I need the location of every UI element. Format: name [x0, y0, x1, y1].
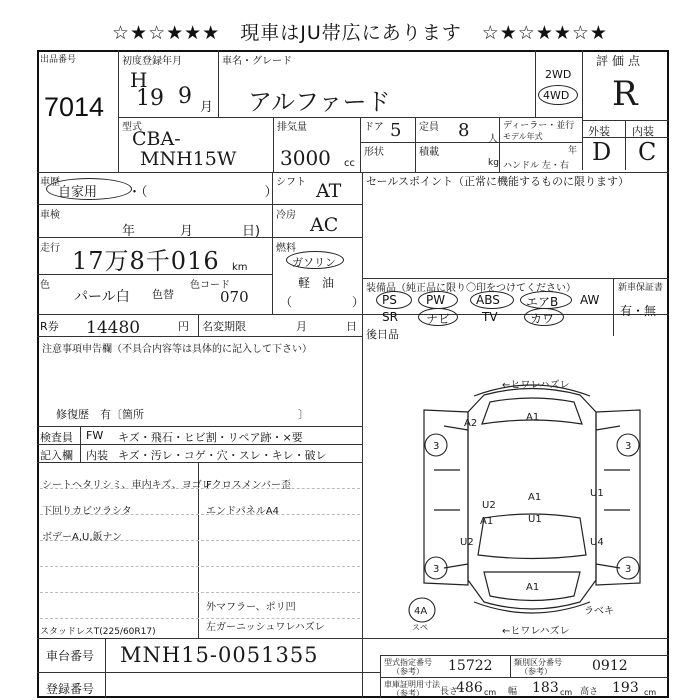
lot-label: 出品番号	[40, 55, 77, 65]
dims-length-unit: cm	[484, 688, 497, 697]
rear-seat-label: 後日品	[366, 328, 399, 341]
note-right-7: 外マフラー、ポリ凹	[206, 602, 296, 613]
diagram-mark-a1-rear: A1	[526, 582, 540, 593]
color-label: 色	[40, 280, 50, 291]
diagram-mark-3-rr: 3	[625, 564, 632, 575]
aircon-value: AC	[310, 214, 339, 236]
registration-era: H	[130, 68, 148, 92]
equip-ps: PS	[382, 293, 397, 307]
diagram-mark-u2-left: U2	[482, 500, 496, 511]
inspection-day: 日)	[242, 224, 261, 239]
dims-label-b: （参考）	[392, 689, 424, 698]
chassis-label: 車台番号	[46, 649, 95, 663]
dims-height-unit: cm	[644, 688, 657, 697]
note-line-1: シートヘタリシミ、車内キズ、ヨゴレ	[42, 480, 212, 491]
diagram-mark-u4: U4	[590, 537, 604, 548]
note-right-8: 左ガーニッシュワレハズレ	[206, 622, 325, 633]
displacement-unit: cc	[344, 158, 355, 169]
interior-label: 内装	[632, 125, 654, 138]
spec-no-ref: （参考）	[392, 667, 424, 676]
diagram-mark-3-fr: 3	[625, 441, 632, 452]
history-value: 自家用	[58, 185, 98, 200]
model-line1: CBA-	[132, 128, 181, 150]
diagram-mark-3-rl: 3	[433, 564, 440, 575]
interior-rating: C	[638, 138, 657, 166]
repair-label: 修復歴 有〔箇所 〕	[56, 408, 309, 421]
diagram-mark-a1-mid: A1	[528, 492, 542, 503]
spec-no-value: 15722	[448, 658, 493, 674]
car-damage-diagram	[364, 340, 668, 640]
note-line-2: 下回りカビツラシタ	[42, 506, 132, 517]
mileage-unit: km	[232, 262, 248, 273]
diagram-top-note: ←ヒワレハズレ	[502, 380, 570, 391]
equip-airbag: エアB	[526, 295, 559, 309]
register-label: 登録番号	[46, 682, 95, 696]
handle-label: ハンドル 左・右	[503, 161, 569, 171]
exterior-label: 外装	[588, 125, 610, 138]
diagram-left-mark: 4A	[414, 606, 428, 617]
equip-aw: AW	[580, 293, 600, 307]
inspector-items: キズ・飛石・ヒビ割・リペア跡・×要	[118, 431, 303, 444]
sales-point-label: セールスポイント（正常に機能するものに限ります）	[366, 175, 630, 188]
inspector-fw: FW	[86, 429, 104, 442]
spec-no-label: 型式指定番号	[384, 658, 432, 667]
registration-year: 19	[136, 86, 164, 111]
model-year-unit: 年	[568, 146, 578, 156]
class-no-label: 類別区分番号	[514, 658, 562, 667]
drive-4wd: 4WD	[543, 89, 570, 102]
entry-label: 記入欄	[40, 449, 73, 462]
color-code: 070	[220, 288, 249, 306]
equip-pw: PW	[426, 293, 446, 307]
registration-label: 初度登録年月	[122, 56, 182, 67]
dims-height: 193	[612, 680, 639, 696]
name-change-day: 日	[346, 320, 357, 333]
dealer-label: ディーラー・並行	[503, 121, 575, 131]
class-no-value: 0912	[592, 658, 628, 674]
warranty-label: 新車保証書	[618, 283, 664, 293]
aircon-label: 冷房	[276, 210, 296, 221]
shift-value: AT	[316, 180, 342, 202]
equip-leather: カワ	[530, 312, 555, 326]
mileage-value: 17万8千016	[72, 247, 220, 275]
load-label: 積載	[419, 147, 439, 158]
car-name-label: 車名・グレード	[222, 56, 292, 67]
name-change-label: 名変期限	[202, 320, 246, 333]
capacity-value: 8	[458, 120, 470, 141]
diagram-mark-u1-center: U1	[528, 514, 542, 525]
inspection-year: 年	[122, 224, 136, 239]
diagram-mark-a1-top: A1	[526, 412, 540, 423]
warranty-value: 有・無	[620, 304, 657, 318]
doors-label: ドア	[364, 122, 384, 133]
color-swap-label: 色替	[152, 288, 174, 301]
diagram-mark-3-fl: 3	[433, 441, 440, 452]
dims-height-label: 高さ	[580, 687, 599, 697]
entry-int: 内装	[86, 449, 108, 462]
load-unit: kg	[488, 158, 499, 168]
note-line-9: スタッドレスT(225/60R17)	[40, 627, 156, 637]
equip-sr: SR	[382, 310, 398, 324]
note-right-2: エンドパネルA4	[206, 506, 280, 517]
color-code-label: 色コード	[190, 280, 230, 291]
diagram-bottom-note: ←ヒワレハズレ	[502, 626, 570, 637]
model-line2: MNH15W	[140, 148, 237, 170]
diagram-note: ラベキ	[584, 606, 614, 617]
diagram-mark-a2: A2	[464, 418, 478, 429]
color-value: パール白	[74, 289, 130, 305]
shape-label: 形状	[364, 147, 384, 158]
diagram-mark-u2-rear: U2	[460, 537, 474, 548]
name-change-month: 月	[296, 320, 307, 333]
inspection-month: 月	[180, 224, 194, 239]
diagram-mark-a1-left: A1	[480, 516, 494, 527]
banner: ☆★☆★★★ 現車はJU帯広にあります ☆★☆★★☆★	[112, 22, 608, 44]
car-name: アルファード	[248, 88, 391, 116]
history-label: 車歴	[40, 177, 60, 188]
capacity-unit: 人	[488, 134, 498, 145]
shift-label: シフト	[276, 177, 306, 188]
displacement-label: 排気量	[277, 122, 307, 133]
inspection-label: 車検	[40, 210, 60, 221]
chassis-value: MNH15-0051355	[120, 643, 319, 667]
fuel-gasoline: ガソリン	[292, 256, 336, 269]
displacement-value: 3000	[280, 146, 331, 170]
notes-label: 注意事項申告欄（不具合内容等は具体的に記入して下さい）	[42, 344, 312, 355]
inspector-label: 検査員	[40, 431, 73, 444]
dims-width-label: 幅	[508, 687, 518, 697]
recycle-value: 14480	[86, 318, 141, 338]
model-label: 型式	[122, 122, 142, 133]
dims-length-label: 長さ	[440, 687, 459, 697]
history-paren: ・（ ）	[128, 185, 278, 200]
equip-abs: ABS	[476, 293, 500, 307]
note-right-1: Fクロスメンバー歪	[206, 480, 292, 491]
exterior-rating: D	[592, 138, 612, 166]
fuel-paren: （ ）	[280, 295, 365, 309]
entry-items: キズ・汚レ・コゲ・穴・スレ・キレ・破レ	[118, 449, 327, 462]
note-line-3: ボデーA,U,鈑ナン	[42, 532, 123, 543]
model-year-label: モデル年式	[503, 132, 543, 141]
dims-width-unit: cm	[560, 688, 573, 697]
equip-tv: TV	[482, 310, 498, 324]
doors-value: 5	[390, 120, 402, 141]
recycle-unit: 円	[178, 320, 189, 333]
mileage-label: 走行	[40, 243, 60, 254]
equip-navi: ナビ	[426, 312, 451, 326]
dims-length: 486	[456, 680, 483, 696]
rating-label: 評価点	[596, 54, 645, 68]
diagram-mark-u1-right: U1	[590, 488, 604, 499]
lot-number: 7014	[44, 92, 105, 122]
class-no-ref: （参考）	[520, 667, 552, 676]
fuel-diesel: 軽 油	[298, 276, 335, 290]
dims-width: 183	[532, 680, 559, 696]
registration-month-unit: 月	[200, 100, 214, 115]
capacity-label: 定員	[419, 122, 439, 133]
dims-label-a: 車庫証明用寸法	[384, 680, 440, 689]
diagram-left-sub: スペ	[412, 623, 428, 632]
recycle-label: R券	[40, 320, 59, 333]
rating-value: R	[612, 74, 638, 114]
drive-2wd: 2WD	[545, 68, 572, 81]
equipment-label: 装備品（純正品に限り〇印をつけてください）	[366, 283, 576, 294]
fuel-label: 燃料	[276, 243, 296, 254]
registration-month: 9	[178, 84, 192, 109]
